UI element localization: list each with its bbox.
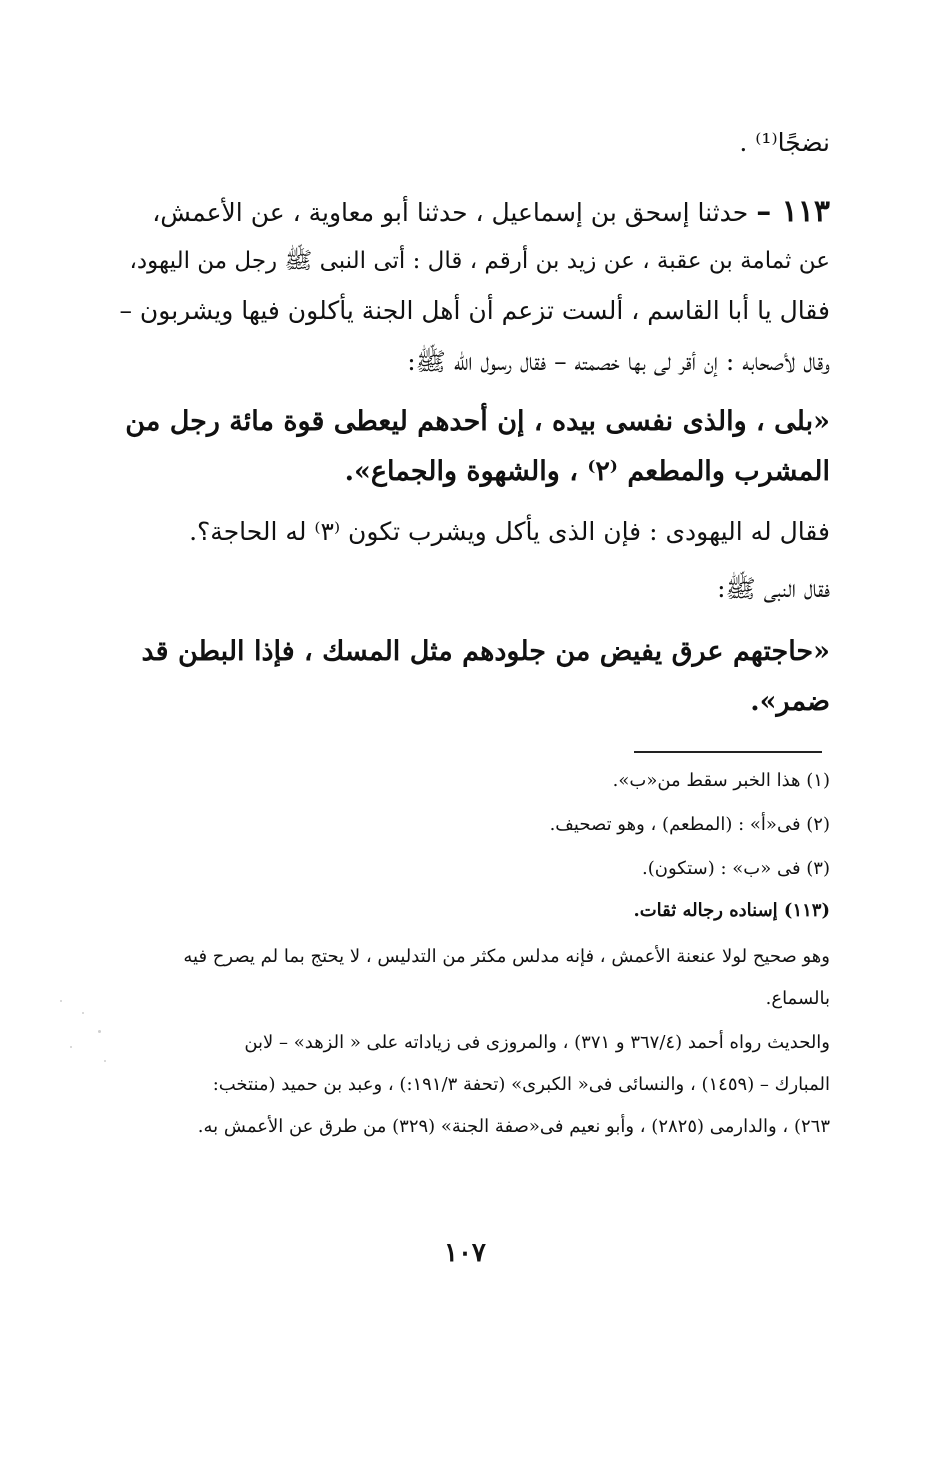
commentary-2-line-2: المبارك – (١٤٥٩) ، والنسائى فى« الكبرى» (تحفة ١٩١/٣:) ، وعبد بن حميد (منتخب: [212,1074,830,1095]
narration-text: حدثنا إسحق بن إسماعيل ، حدثنا أبو معاوية ، عن الأعمش، [152,198,749,227]
commentary-2-line-3: ٢٦٣) ، والدارمى (٢٨٢٥) ، وأبو نعيم فى«صفة الجنة» (٣٢٩) من طرق عن الأعمش به. [197,1116,830,1137]
hadith-1-line-2: المشرب والمطعم ⁽٢⁾ ، والشهوة والجماع». [344,456,830,487]
commentary-1-line-1: وهو صحيح لولا عنعنة الأعمش ، فإنه مدلس مكثر من التدليس ، لا يحتج بما لم يصرح فيه [183,946,830,967]
prophet-said: فقال النبى ﷺ: [717,574,830,603]
scan-speck [60,1000,62,1002]
jewish-question: فقال له اليهودى : فإن الذى يأكل ويشرب تكون ⁽٣⁾ له الحاجة؟. [189,517,830,546]
hadith-number: ١١٣ – [756,194,830,229]
page-number: ١٠٧ [444,1238,486,1268]
scan-speck [104,1060,106,1062]
footnote-separator [634,751,822,753]
narration-line-3: فقال يا أبا القاسم ، ألست تزعم أن أهل الجنة يأكلون فيها ويشربون – [119,296,830,325]
footnote-3: (٣) فى «ب» : (ستكون). [642,858,830,879]
hadith-2-line-1: «حاجتهم عرق يفيض من جلودهم مثل المسك ، فإذا البطن قد [141,636,830,667]
scan-speck [82,1012,84,1014]
narration-line-4: وقال لأصحابه : إن أقر لى بها خصمته – فقال رسول الله ﷺ: [407,347,830,376]
commentary-1-line-2: بالسماع. [765,988,830,1009]
commentary-2-line-1: والحديث رواه أحمد (٣٦٧/٤ و ٣٧١) ، والمروزى فى زياداته على « الزهد» – لابن [244,1032,830,1053]
hadith-2-line-2: ضمر». [750,686,830,717]
narration-line-1 [152,194,830,229]
continuation-text: نضجًا⁽¹⁾ . [739,128,830,157]
narration-line-2: عن ثمامة بن عقبة ، عن زيد بن أرقم ، قال : أتى النبى ﷺ رجل من اليهود، [129,248,830,274]
hadith-1-line-1: «بلى ، والذى نفسى بيده ، إن أحدهم ليعطى قوة مائة رجل من [125,406,830,437]
scan-speck [98,1030,101,1033]
footnote-1: (١) هذا الخبر سقط من«ب». [612,770,830,791]
footnote-2: (٢) فى«أ» : (المطعم) ، وهو تصحيف. [549,814,830,835]
scan-speck [70,1046,72,1048]
footnote-113: (١١٣) إسناده رجاله ثقات. [633,900,830,921]
